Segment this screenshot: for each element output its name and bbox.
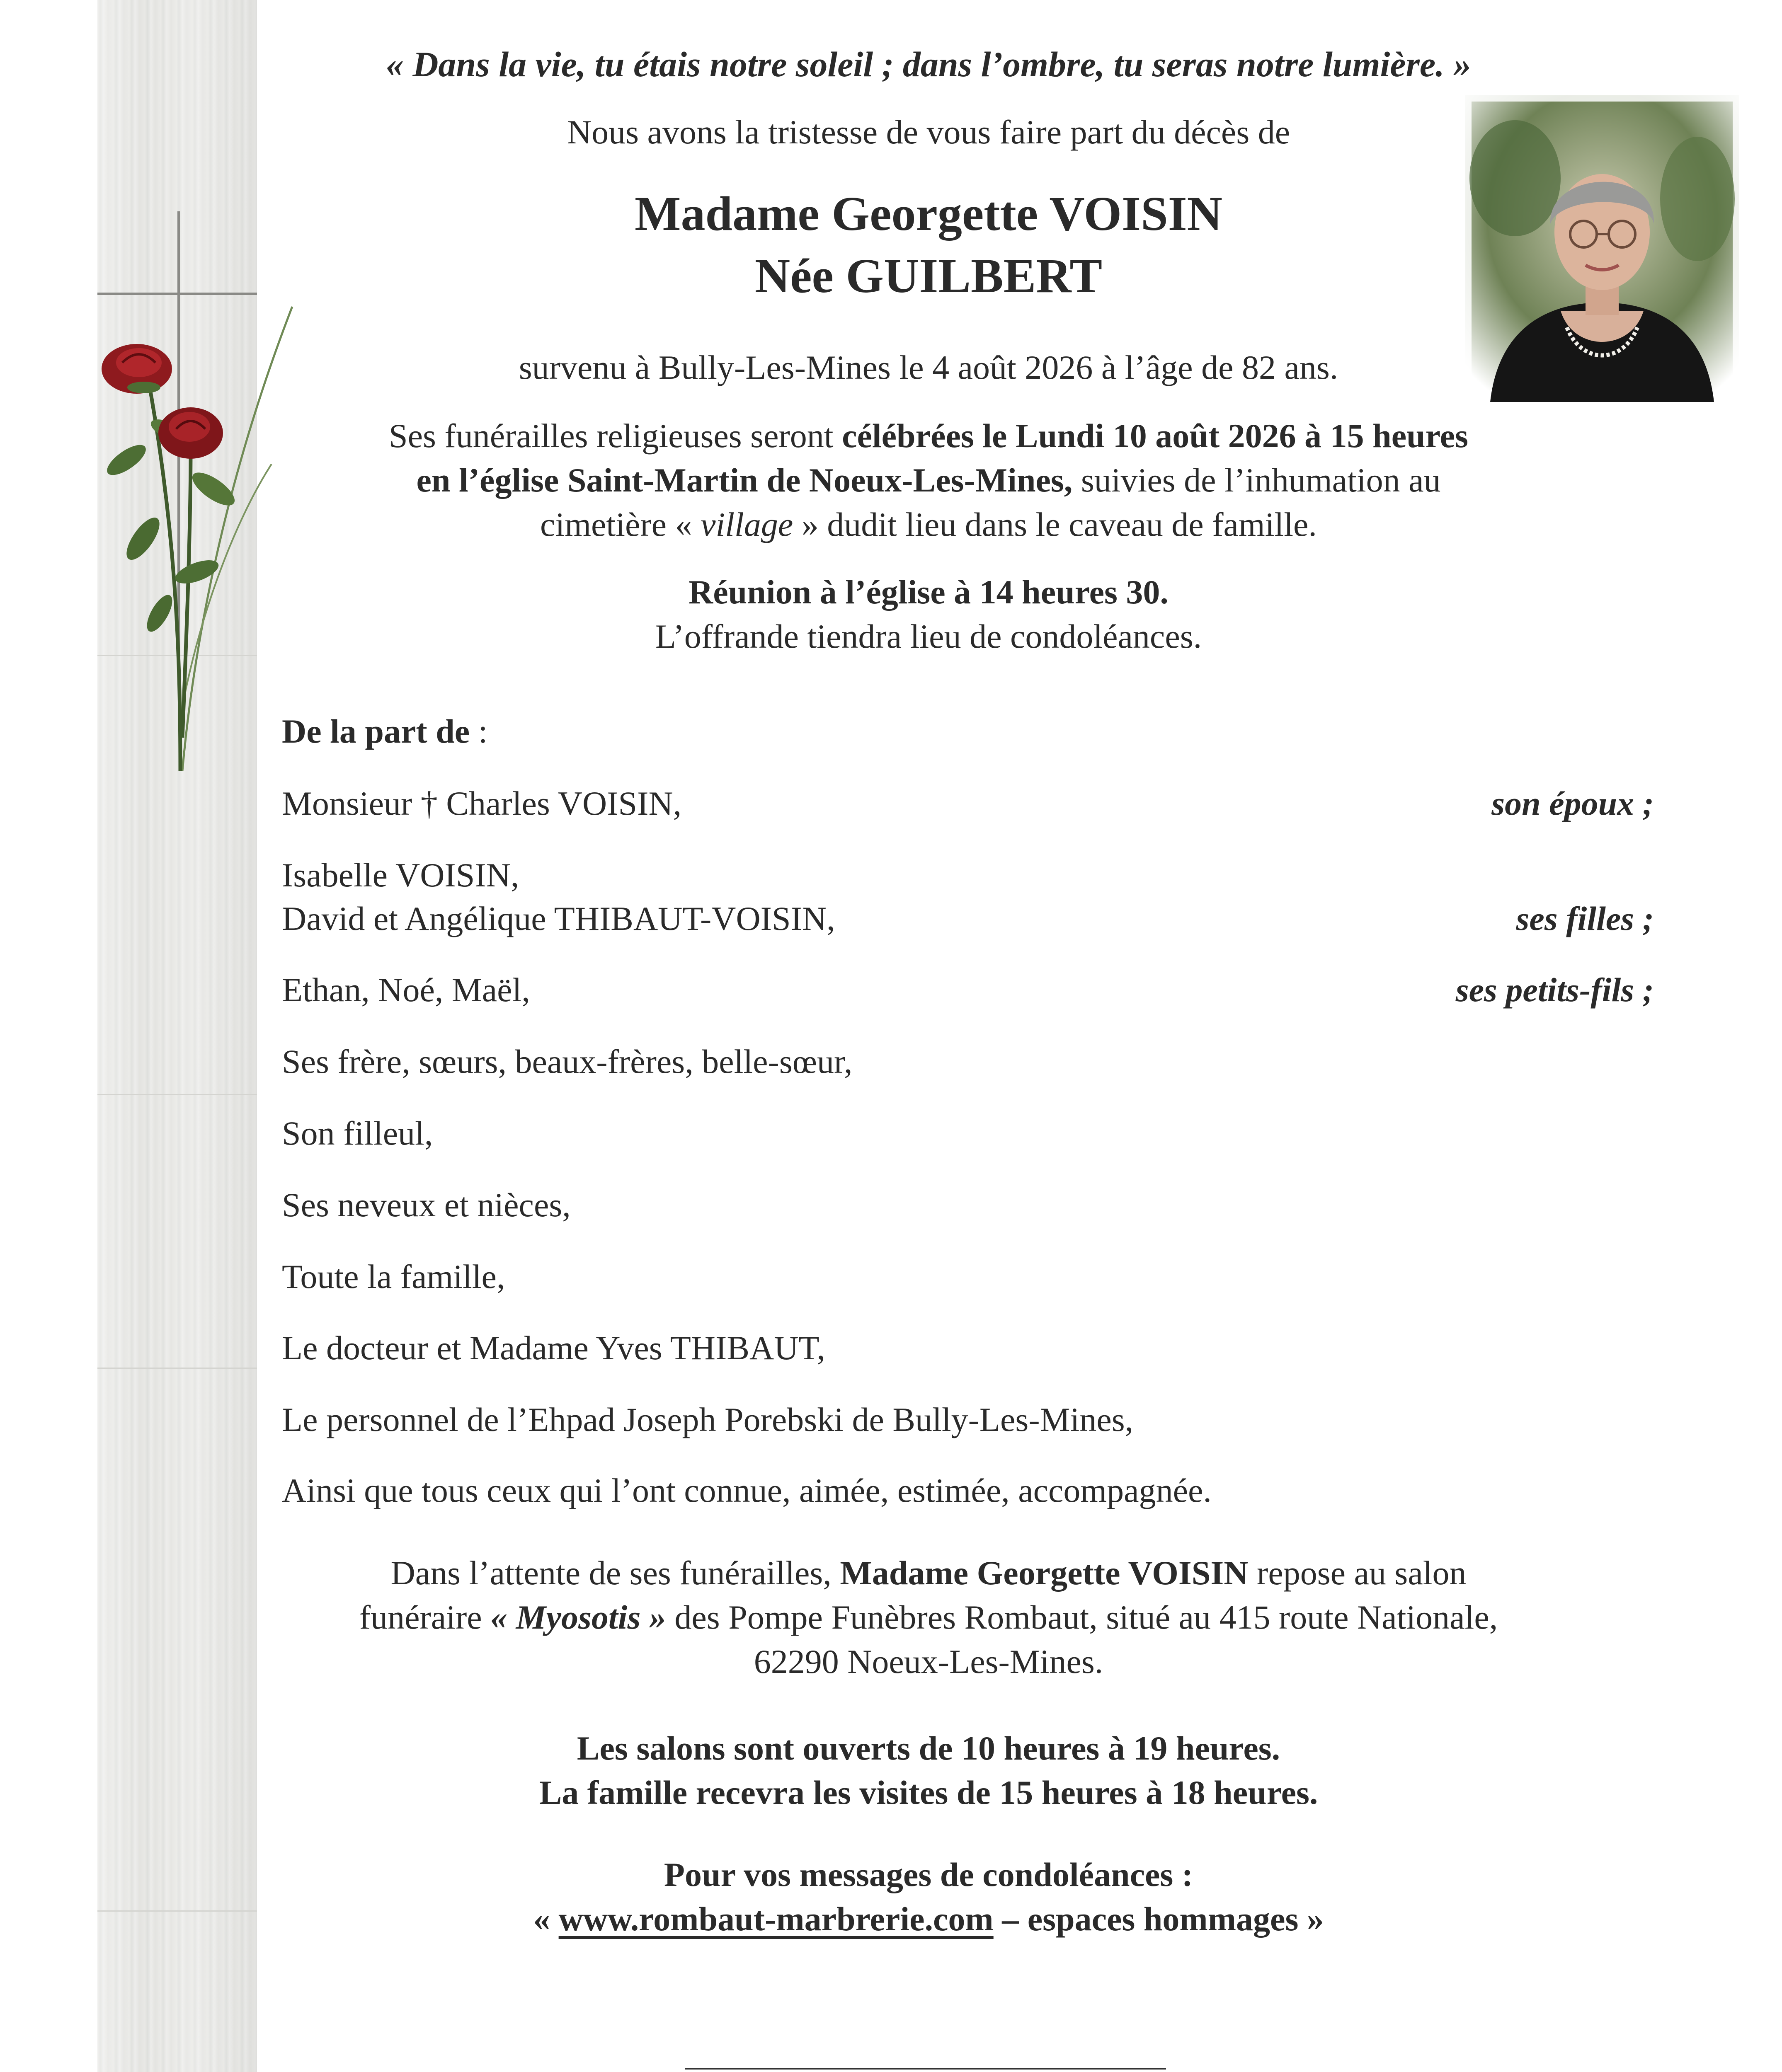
rest-location: Dans l’attente de ses funérailles, Madame Georgette VOISIN repose au salon funéraire « Myosotis » des Pompe Funèbres Rombaut, situé au 415 route Nationale, 62290 Noeux-Les-Mines. (359, 1554, 1498, 1680)
family-row: Ses frère, sœurs, beaux-frères, belle-sœur, (282, 1043, 853, 1080)
funeral-details: Ses funérailles religieuses seront célébrées le Lundi 10 août 2026 à 15 heures en l’église Saint-Martin de Noeux-Les-Mines, suivies de l’inhumation au cimetière « village » dudit lieu dans le caveau de famille. (389, 417, 1468, 543)
condolences-title: Pour vos messages de condoléances : (664, 1856, 1193, 1893)
family-row: Monsieur † Charles VOISIN, son époux ; (282, 784, 1654, 822)
condolences-section: Pour vos messages de condoléances : « www.rombaut-marbrerie.com – espaces hommages » (533, 1856, 1324, 1938)
cross-and-roses-illustration (97, 199, 296, 787)
family-row: Isabelle VOISIN, (282, 856, 519, 894)
maiden-name: Née GUILBERT (754, 249, 1103, 303)
epitaph-quote: « Dans la vie, tu étais notre soleil ; dans l’ombre, tu seras notre lumière. » (385, 44, 1472, 84)
family-row: Ainsi que tous ceux qui l’ont connue, aimée, estimée, accompagnée. (282, 1472, 1212, 1509)
family-row: David et Angélique THIBAUT-VOISIN, ses filles ; (282, 900, 1654, 937)
from-heading: De la part de : (282, 712, 488, 750)
rose-icon (102, 344, 172, 394)
offering-note: L’offrande tiendra lieu de condoléances. (655, 617, 1202, 655)
deceased-name: Madame Georgette VOISIN (635, 186, 1222, 241)
condolences-link[interactable]: www.rombaut-marbrerie.com (558, 1900, 994, 1938)
gathering-details (315, 570, 1542, 658)
death-details: survenu à Bully-Les-Mines le 4 août 2026 à l’âge de 82 ans. (519, 349, 1338, 386)
family-row: Le docteur et Madame Yves THIBAUT, (282, 1329, 825, 1367)
visiting-hours: Les salons sont ouverts de 10 heures à 19 heures. La famille recevra les visites de 15 heures à 18 heures. (539, 1729, 1318, 1811)
family-row: Toute la famille, (282, 1258, 505, 1295)
family-row: Ethan, Noé, Maël, ses petits-fils ; (282, 971, 1654, 1009)
rose-icon (158, 407, 223, 459)
footer-divider (685, 2068, 1166, 2070)
family-row: Ses neveux et nièces, (282, 1186, 571, 1224)
family-row: Le personnel de l’Ehpad Joseph Porebski de Bully-Les-Mines, (282, 1401, 1134, 1438)
intro-text: Nous avons la tristesse de vous faire part du décès de (567, 113, 1290, 151)
family-row: Son filleul, (282, 1114, 433, 1152)
gathering-time: Réunion à l’église à 14 heures 30. (689, 573, 1169, 611)
